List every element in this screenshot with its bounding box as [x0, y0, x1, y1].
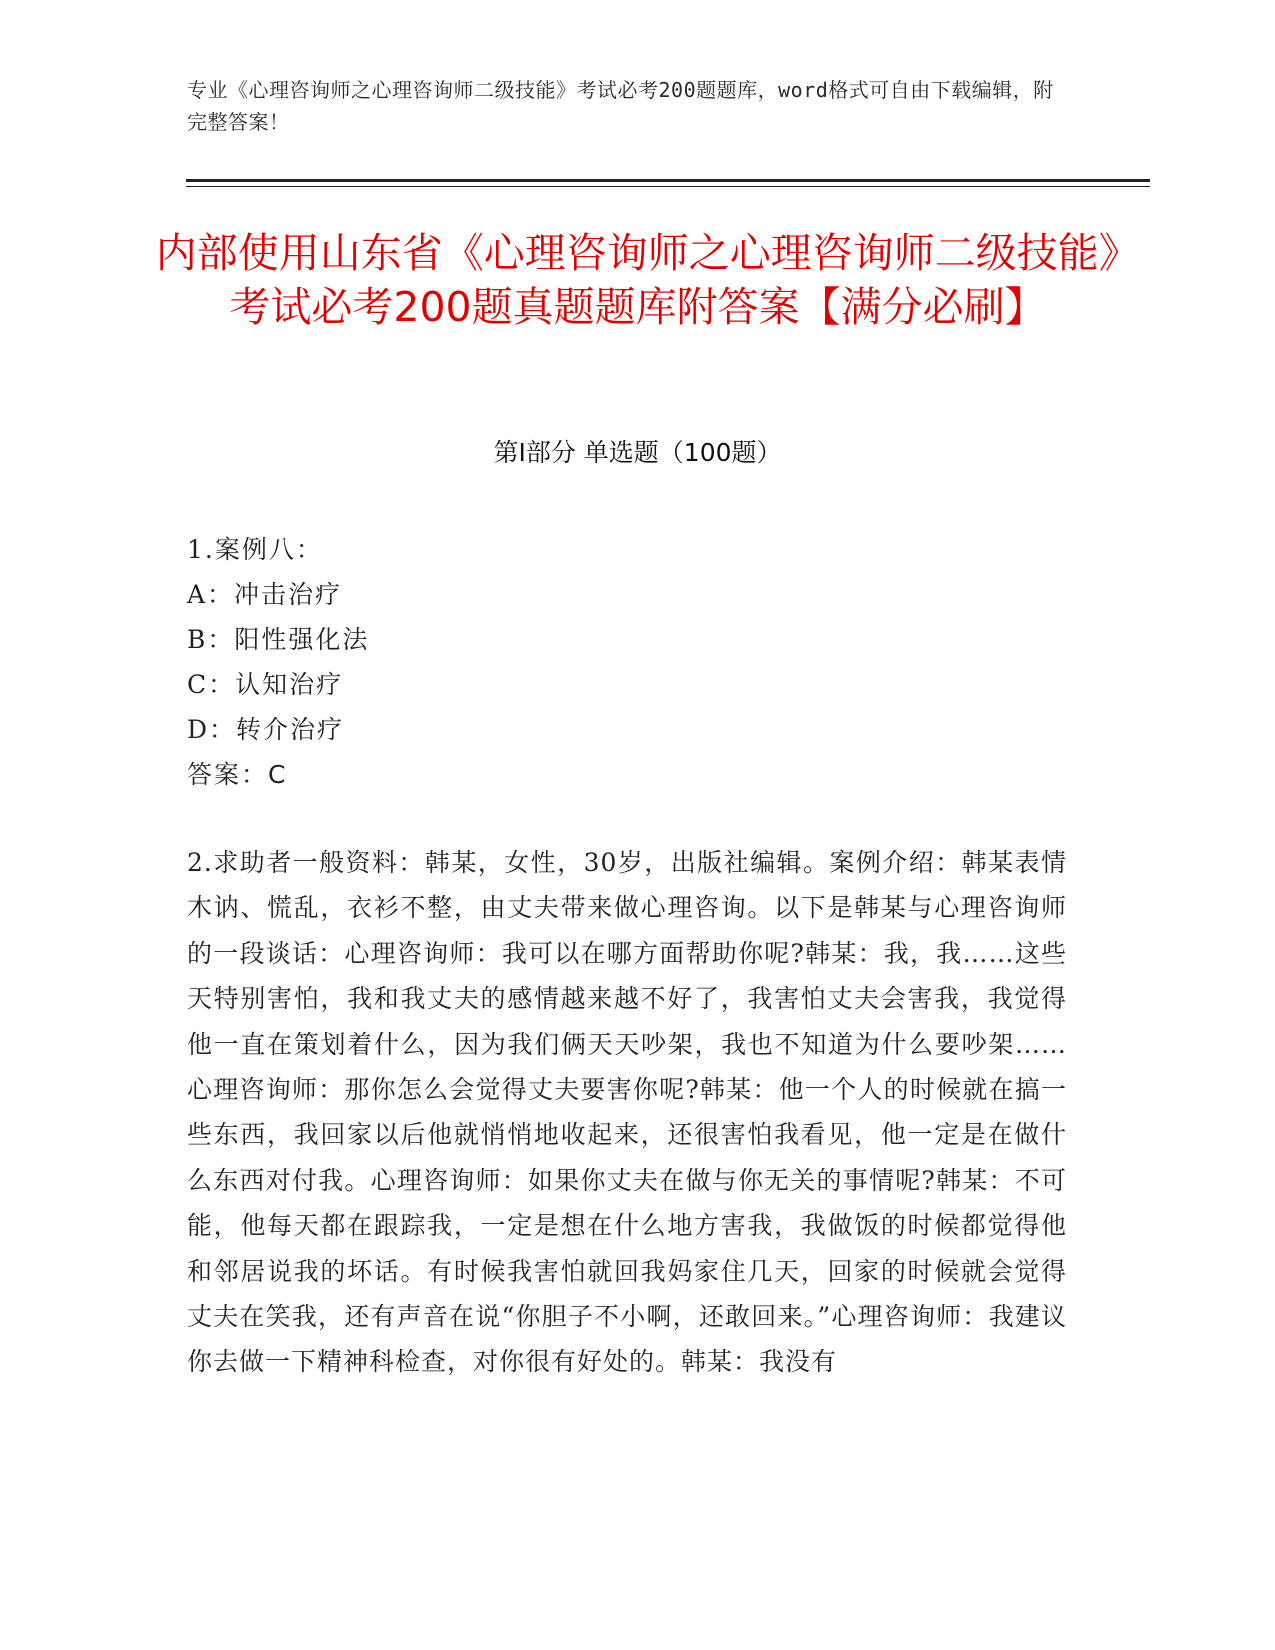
question-1-option-b: B：阳性强化法 [187, 625, 370, 654]
question-1-option-a: A：冲击治疗 [187, 580, 343, 609]
question-1-option-c: C：认知治疗 [187, 670, 344, 699]
section-heading: 第Ⅰ部分 单选题（100题） [493, 438, 782, 467]
question-1-option-d: D：转介治疗 [187, 715, 345, 744]
document-title: 内部使用山东省《心理咨询师之心理咨询师二级技能》考试必考200题真题题库附答案【满分必刷】 [155, 229, 1120, 331]
header-note: 专业《心理咨询师之心理咨询师二级技能》考试必考200题题库，word格式可自由下载编辑，附完整答案！ [187, 78, 1054, 134]
header-divider-thick [186, 179, 1150, 182]
question-2-stem: 2.求助者一般资料：韩某，女性，30岁，出版社编辑。案例介绍：韩某表情木讷、慌乱，衣衫不整，由丈夫带来做心理咨询。以下是韩某与心理咨询师的一段谈话：心理咨询师：我可以在哪方面帮助你呢?韩某：我，我……这些天特别害怕，我和我丈夫的感情越来越不好了，我害怕丈夫会害我，我觉得他一直在策划着什么，因为我们俩天天吵架，我也不知道为什么要吵架……心理咨询师：那你怎么会觉得丈夫要害你呢?韩某：他一个人的时候就在搞一些东西，我回家以后他就悄悄地收起来，还很害怕我看见，他一定是在做什么东西对付我。心理咨询师：如果你丈夫在做与你无关的事情呢?韩某：不可能，他每天都在跟踪我，一定是想在什么地方害我，我做饭的时候都觉得他和邻居说我的坏话。有时候我害怕就回我妈家住几天，回家的时候就会觉得丈夫在笑我，还有声音在说“你胆子不小啊，还敢回来。”心理咨询师：我建议你去做一下精神科检查，对你很有好处的。韩某：我没有 [187, 848, 1067, 1377]
question-1-answer: 答案：C [187, 760, 288, 789]
header-divider-thin [186, 186, 1150, 187]
question-1-stem: 1.案例八： [187, 535, 323, 564]
question-1 [187, 527, 369, 797]
